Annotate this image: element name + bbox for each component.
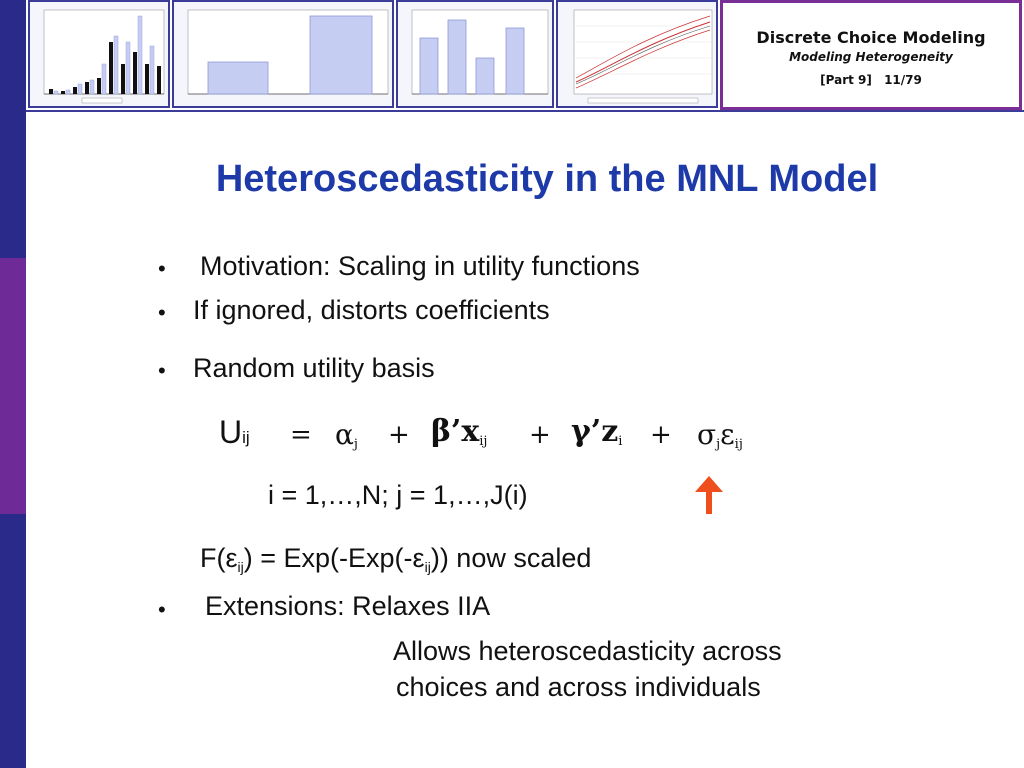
- arrow-up-icon: [693, 476, 725, 514]
- beta-x-subscript: ij: [479, 434, 488, 449]
- sigma-subscript: j: [716, 437, 721, 452]
- course-title: Discrete Choice Modeling: [756, 28, 986, 47]
- gamma-z-subscript: i: [618, 434, 623, 449]
- course-title-box: [720, 0, 1022, 110]
- part-page-info: [723, 73, 1019, 87]
- alpha-symbol: α: [335, 418, 354, 451]
- part-label: [Part 9]: [820, 73, 872, 87]
- equation-beta-x: [431, 414, 487, 449]
- cdf-middle: ) = Exp(-Exp(-ε: [243, 543, 425, 573]
- gamma-z-term: γ’z: [571, 414, 619, 449]
- index-ranges: i = 1,…,N; j = 1,…,J(i): [268, 480, 528, 510]
- bullet-dot: •: [158, 358, 166, 383]
- bar-thumbnail-graphic: [174, 2, 392, 106]
- equation-lhs: [219, 414, 250, 451]
- extension-detail-line-2: choices and across individuals: [396, 672, 761, 702]
- left-color-bar: [0, 0, 26, 768]
- utility-symbol: U: [219, 414, 243, 450]
- equation-plus-3: +: [650, 420, 672, 450]
- chart-thumbnail-four-bars: [396, 0, 554, 108]
- alpha-subscript: j: [353, 437, 358, 452]
- sidebar-segment-navy: [0, 0, 26, 258]
- bullet-extensions: Extensions: Relaxes IIA: [205, 591, 491, 621]
- page-number: 11/79: [884, 73, 922, 87]
- line-thumbnail-graphic: [558, 2, 716, 106]
- bar-thumbnail-graphic-2: [398, 2, 552, 106]
- beta-x-term: β’x: [431, 414, 480, 449]
- equation-gamma-z: [571, 414, 622, 449]
- equation-equals: =: [290, 420, 312, 450]
- chart-thumbnail-two-bars: [172, 0, 394, 108]
- equation-alpha: [335, 418, 358, 451]
- bullet-ignored: If ignored, distorts coefficients: [193, 295, 550, 325]
- cdf-prefix: F(ε: [200, 543, 238, 573]
- bullet-dot: •: [158, 256, 166, 281]
- slide-title: Heteroscedasticity in the MNL Model: [215, 158, 879, 200]
- histogram-thumbnail-graphic: [30, 2, 168, 106]
- cdf-suffix: )) now scaled: [430, 543, 592, 573]
- chart-thumbnail-partial-effects: [556, 0, 718, 108]
- utility-subscript: ij: [242, 428, 250, 447]
- sidebar-segment-purple: [0, 258, 26, 514]
- topic-subtitle: Modeling Heterogeneity: [789, 50, 953, 64]
- extension-detail-line-1: Allows heteroscedasticity across: [393, 636, 782, 666]
- bullet-dot: •: [158, 300, 166, 325]
- equation-plus-2: +: [529, 420, 551, 450]
- equation-plus-1: +: [388, 420, 410, 450]
- equation-sigma-epsilon: [697, 418, 743, 451]
- epsilon-subscript: ij: [734, 437, 743, 452]
- sidebar-segment-navy-bottom: [0, 514, 26, 768]
- header-divider: [26, 110, 1024, 112]
- epsilon-symbol: ε: [720, 418, 735, 451]
- cdf-scaled: [200, 543, 591, 574]
- bullet-dot: •: [158, 597, 166, 622]
- bullet-random-utility: Random utility basis: [193, 353, 435, 383]
- cdf-subscript-2: ij: [424, 559, 431, 575]
- sigma-symbol: σ: [697, 418, 717, 451]
- chart-thumbnail-histogram: [28, 0, 170, 108]
- bullet-motivation: Motivation: Scaling in utility functions: [200, 251, 640, 281]
- cdf-subscript-1: ij: [237, 559, 244, 575]
